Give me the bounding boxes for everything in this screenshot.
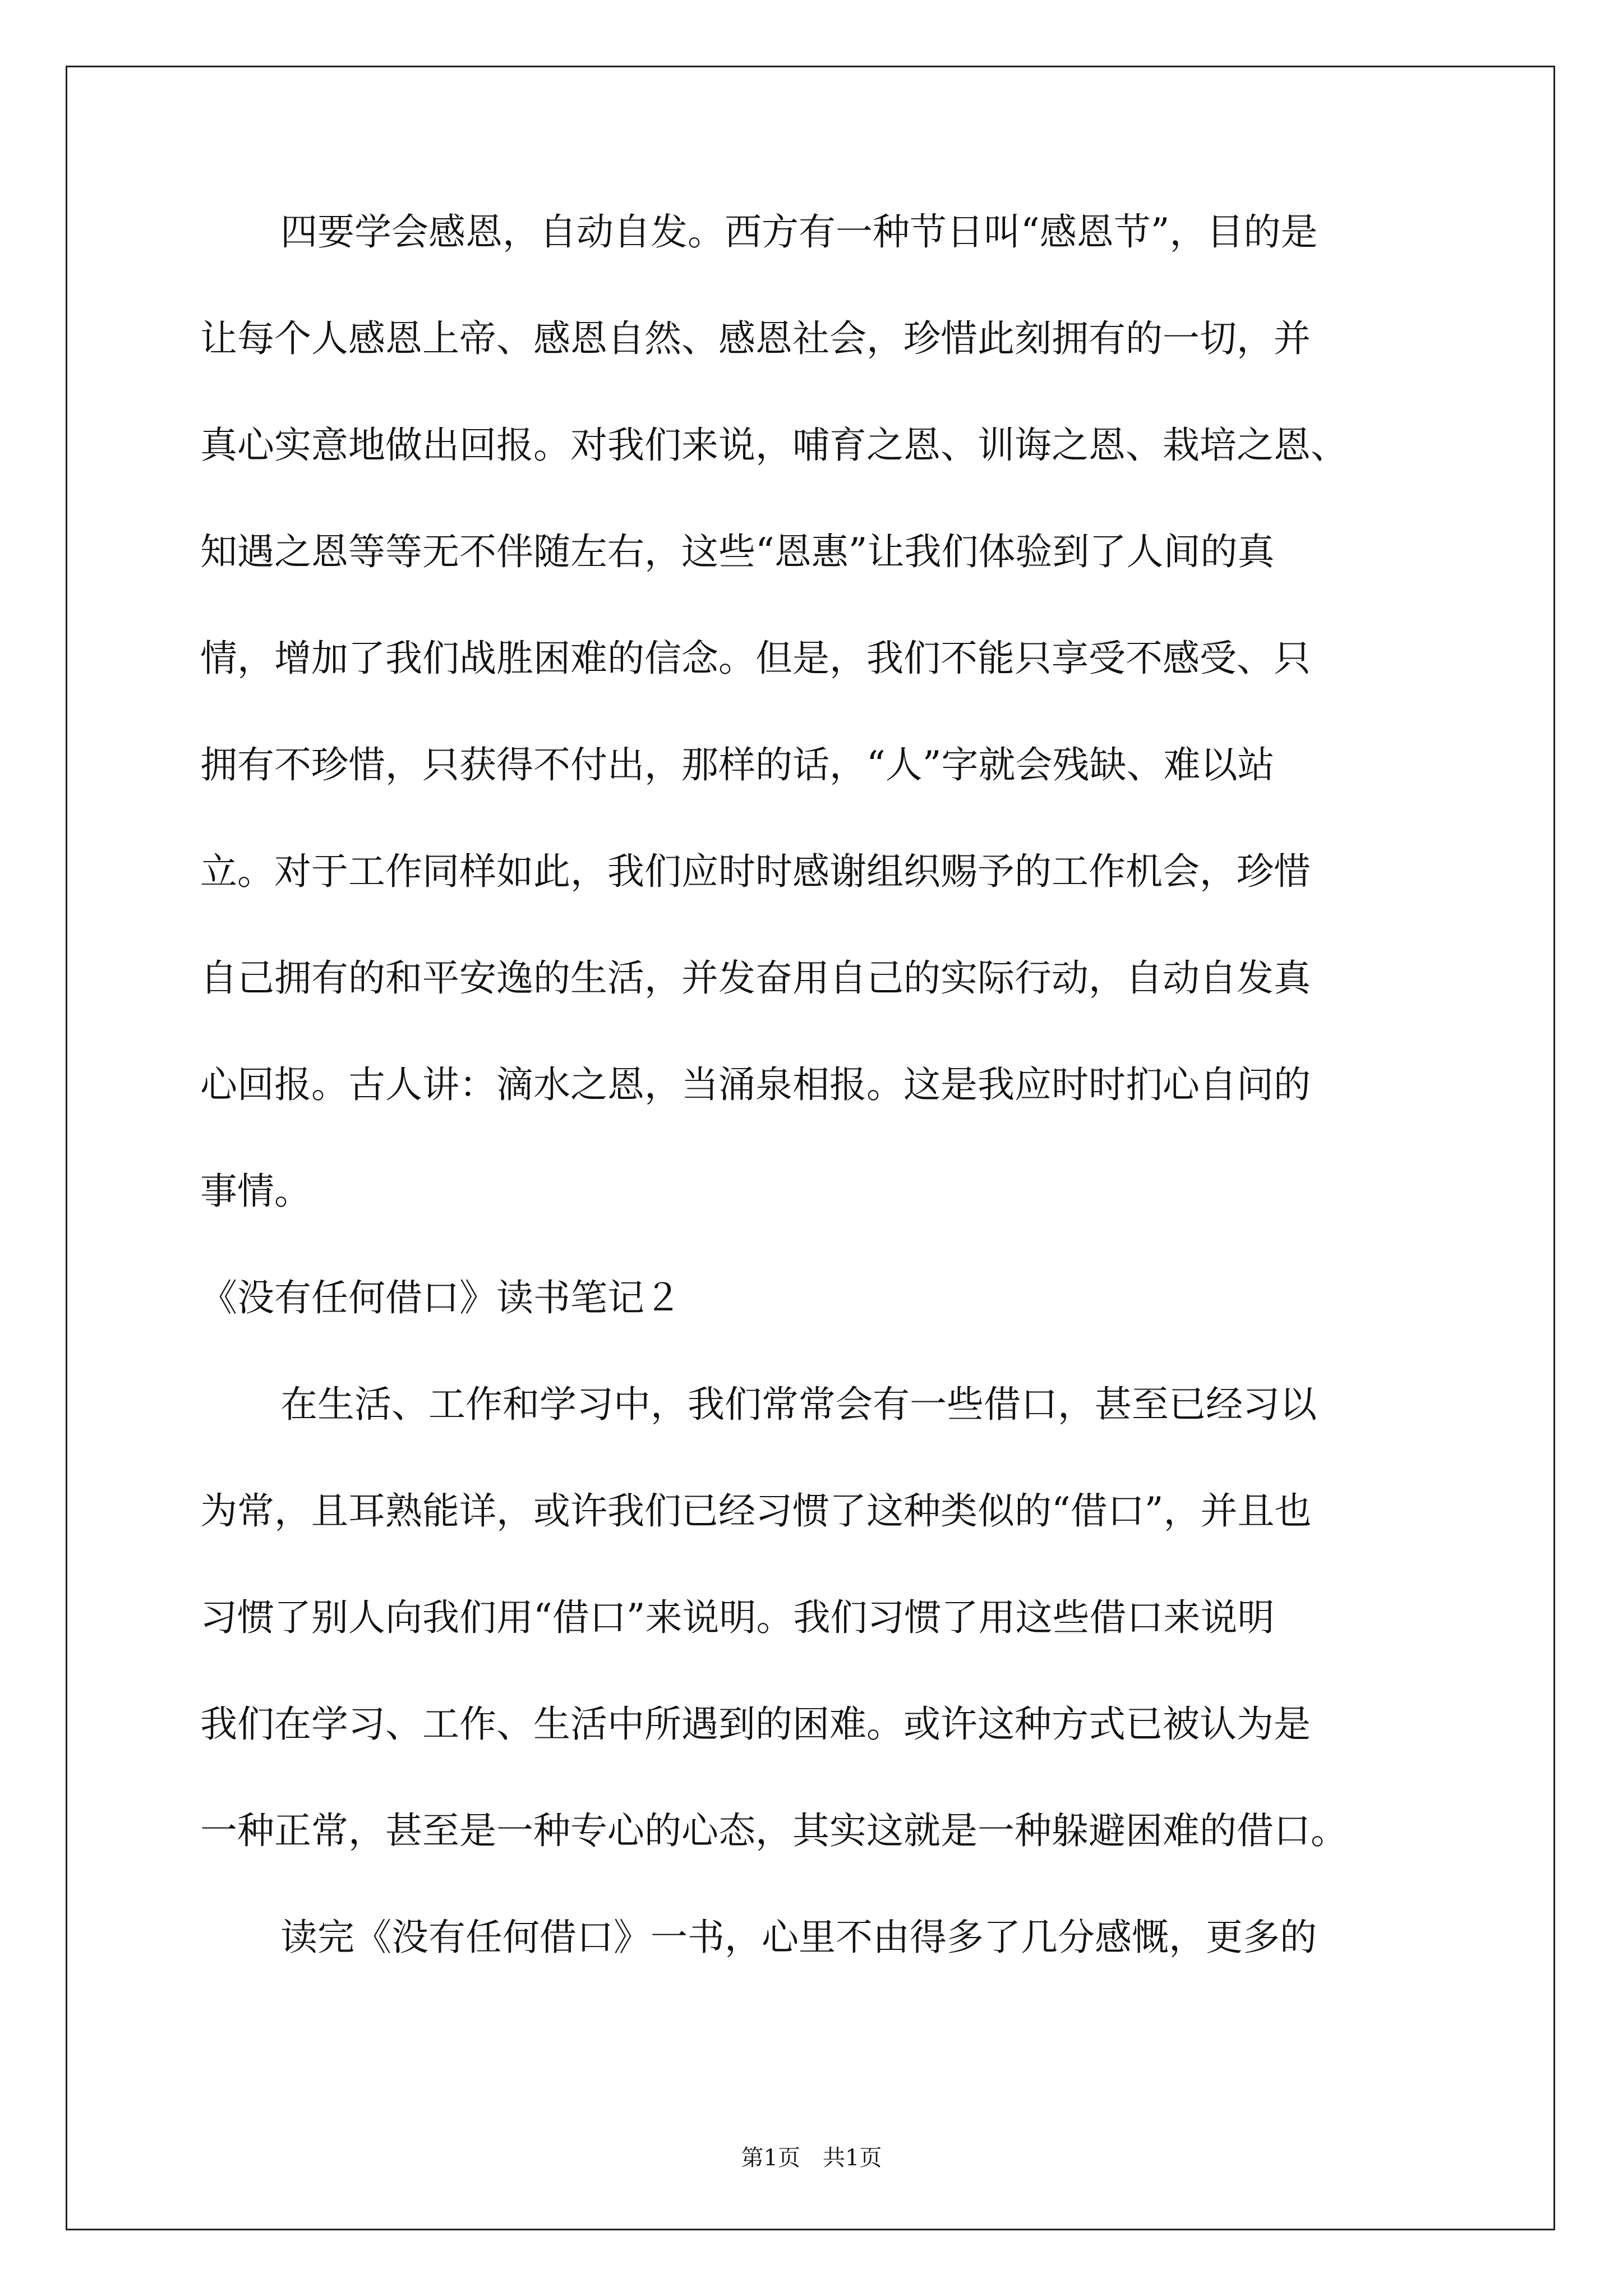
paragraph-line: 让每个人感恩上帝、感恩自然、感恩社会，珍惜此刻拥有的一切，并 [200, 317, 1311, 360]
paragraph-line: 事情。 [200, 1170, 311, 1213]
paragraph-line: 在生活、工作和学习中，我们常常会有一些借口，甚至已经习以 [280, 1383, 1317, 1426]
page-border [66, 66, 1555, 2230]
paragraph-line: 拥有不珍惜，只获得不付出，那样的话，“人”字就会残缺、难以站 [200, 743, 1275, 786]
paragraph-line: 四要学会感恩，自动自发。西方有一种节日叫“感恩节”，目的是 [280, 210, 1318, 254]
section-heading: 《没有任何借口》读书笔记２ [200, 1276, 681, 1319]
paragraph-line: 我们在学习、工作、生活中所遇到的困难。或许这种方式已被认为是 [200, 1703, 1311, 1746]
paragraph-line: 立。对于工作同样如此，我们应时时感谢组织赐予的工作机会，珍惜 [200, 850, 1311, 893]
paragraph-line: 知遇之恩等等无不伴随左右，这些“恩惠”让我们体验到了人间的真 [200, 530, 1275, 573]
paragraph-line: 为常，且耳熟能详，或许我们已经习惯了这种类似的“借口”，并且也 [200, 1489, 1312, 1533]
paragraph-line: 读完《没有任何借口》一书，心里不由得多了几分感慨，更多的 [280, 1916, 1317, 1959]
page-footer: 第1页 共1页 [741, 2145, 882, 2171]
paragraph-line: 真心实意地做出回报。对我们来说，哺育之恩、训诲之恩、栽培之恩、 [200, 424, 1348, 467]
paragraph-line: 自己拥有的和平安逸的生活，并发奋用自己的实际行动，自动自发真 [200, 956, 1311, 1000]
paragraph-line: 情，增加了我们战胜困难的信念。但是，我们不能只享受不感受、只 [200, 637, 1311, 680]
paragraph-line: 一种正常，甚至是一种专心的心态，其实这就是一种躲避困难的借口。 [200, 1809, 1348, 1852]
paragraph-line: 心回报。古人讲：滴水之恩，当涌泉相报。这是我应时时扪心自问的 [200, 1063, 1311, 1106]
paragraph-line: 习惯了别人向我们用“借口”来说明。我们习惯了用这些借口来说明 [200, 1596, 1275, 1639]
